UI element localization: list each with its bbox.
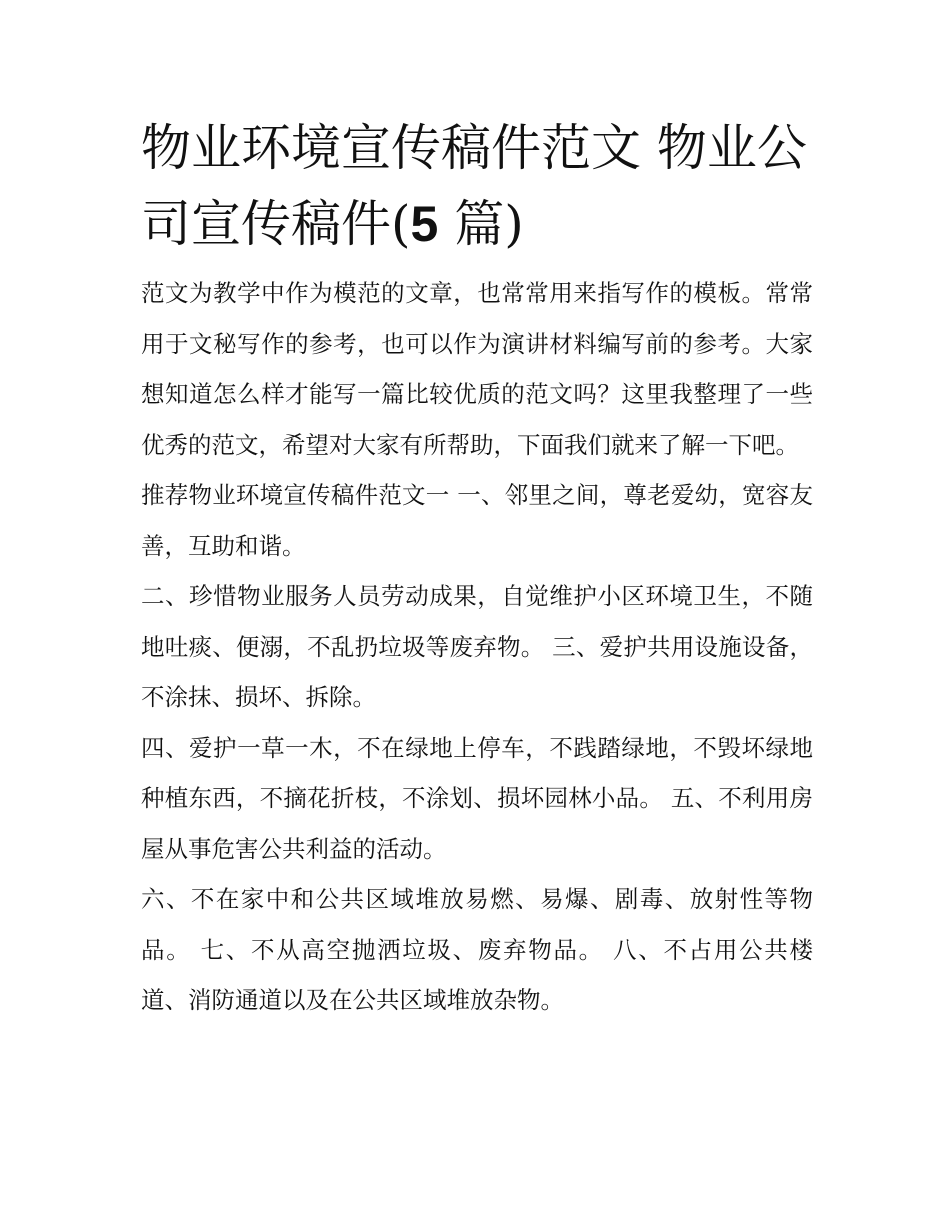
title-text-part1: 物业环境宣传稿件范文 物业公司宣传稿件(	[141, 119, 807, 253]
title-number: 5	[410, 196, 439, 252]
title-text-part2: 篇)	[438, 195, 524, 253]
paragraph-item-6-8: 六、不在家中和公共区域堆放易燃、易爆、剧毒、放射性等物品。 七、不从高空抛洒垃圾、废弃物品。 八、不占用公共楼道、消防通道以及在公共区域堆放杂物。	[141, 885, 813, 1014]
paragraph-item-2-3: 二、珍惜物业服务人员劳动成果，自觉维护小区环境卫生，不随地吐痰、便溺，不乱扔垃圾等废弃物。 三、爱护共用设施设备，不涂抹、损坏、拆除。	[141, 582, 813, 711]
document-title	[141, 110, 813, 262]
paragraph-item-4-5: 四、爱护一草一木，不在绿地上停车，不践踏绿地，不毁坏绿地种植东西，不摘花折枝，不涂划、损坏园林小品。 五、不利用房屋从事危害公共利益的活动。	[141, 733, 813, 863]
paragraph-item-1: 推荐物业环境宣传稿件范文一 一、邻里之间，尊老爱幼，宽容友善，互助和谐。	[141, 481, 813, 560]
document-content	[141, 110, 813, 1026]
intro-paragraph: 范文为教学中作为模范的文章，也常常用来指写作的模板。常常用于文秘写作的参考，也可以作为演讲材料编写前的参考。大家想知道怎么样才能写一篇比较优质的范文吗？这里我整理了一些优秀的范文，希望对大家有所帮助，下面我们就来了解一下吧。	[141, 279, 813, 459]
